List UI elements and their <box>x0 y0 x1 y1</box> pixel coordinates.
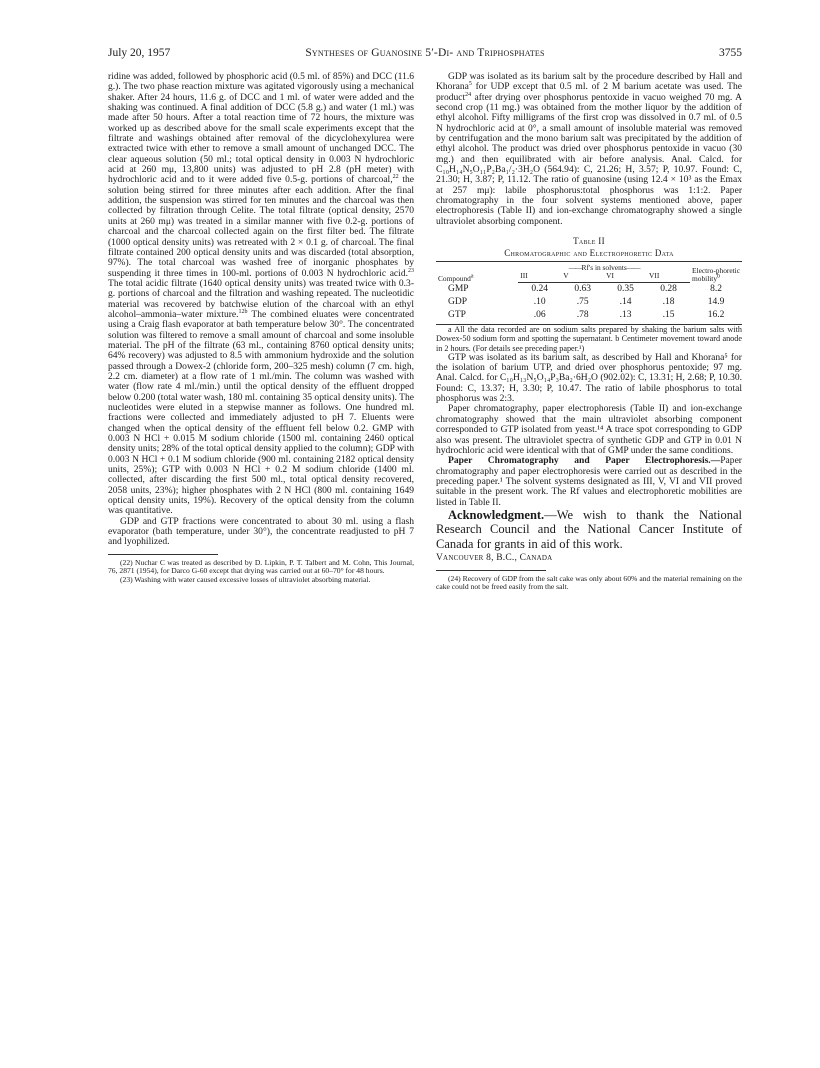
page-number: 3755 <box>719 47 742 59</box>
footnote-ref-23: 23 <box>408 267 414 274</box>
rf-header: ——Rf's in solvents—— <box>518 262 690 273</box>
footnote-divider <box>108 554 218 555</box>
right-paragraph-3: Paper chromatography, paper electrophoresis (Table II) and ion-exchange chromatography showed that the main ultraviolet absorbing component corresponded to GTP isolated from yeast.¹⁴ A trace spot corresponding to GDP also was present. The ultraviolet spectra of synthetic GDP and GTP in 0.01 N hydrochloric acid were identical with that of GMP under the same conditions. <box>436 403 742 456</box>
header-date: July 20, 1957 <box>108 47 171 59</box>
left-paragraph-1: ridine was added, followed by phosphoric acid (0.5 ml. of 85%) and DCC (11.6 g.). The two phase reaction mixture was agitated vigorously using a mechanical shaker. After 24 hours, 11.6 g. of DCC and 1 ml. of water were added and the shaking was continued. A final addition of DCC (5.8 g.) and water (1 ml.) was made after 50 hours. After a total reaction time of 72 hours, the mixture was worked up as described above for the small scale experiments except that the filtrate and washings obtained after removal of the dicyclohexylurea were extracted twice with ether to remove a small amount of unchanged DCC. The clear aqueous solution (50 ml.; total optical density in 0.003 N hydrochloric acid at 260 mμ, 13,800 units) was adjusted to pH 2.8 (pH meter) with hydrochloric acid and to it were added five 0.5-g. portions of charcoal,$^{22}$ the solution being stirred for three minutes after each addition. After the final addition, the suspension was stirred for ten minutes and the charcoal was then collected by filtration through Celite. The total filtrate (optical density, 2570 units at 260 mμ) was treated in a similar manner with five 0.2-g. portions of charcoal and the charcoal collected again on the first filter bed. The filtrate (1000 optical density units) was retreated with 2 × 0.1 g. of charcoal. The final filtrate contained 200 optical density units and was discarded (total absorption, 97%). The total charcoal was washed free of inorganic phosphates by suspending it three times in 100-ml. portions of 0.003 N hydrochloric acid.$^{23}$ The total acidic filtrate (1640 optical density units) was treated twice with 0.3-g. portions of charcoal and the filtration and washing repeated. The nucleotidic material was recovered by batchwise elution of the charcoal with an ethyl alcohol–ammonia–water mixture.$^{12b}$ The combined eluates were concentrated using a Craig flash evaporator at bath temperature below 30°. The concentrated solution was filtered to remove a small amount of charcoal and some insoluble material. The pH of the filtrate (63 ml., containing 8760 optical density units; 64% recovery) was adjusted to 8.5 with ammonium hydroxide and the solution passed through a Dowex-2 (chloride form, 200–325 mesh) column (7 cm. high, 2.2 cm. diameter) at a flow rate of 1 ml./min. The column was washed with water (flow rate 4 ml./min.) until the optical density of the effluent dropped below 0.200 (total water wash, 180 ml. containing 35 optical density units). The nucleotides were eluted in a stepwise manner as follows. One hundred ml. fractions were collected and immediately adjusted to pH 7. Eluents were changed when the optical density of the effluent fell below 0.2. GMP with 0.003 N HCl + 0.015 M sodium chloride (1500 ml. containing 2460 optical density units; 28% of the total optical density applied to the column); GDP with 0.003 N HCl + 0.1 M sodium chloride (900 ml. containing 2182 optical density units, 25%); GTP with 0.003 N HCl + 0.2 M sodium chloride (1400 ml. collected, after discarding the first 500 ml., total optical density recovered, 2058 units, 23%); higher phosphates with 2 N HCl (800 ml. containing 1649 optical density units, 19%). Recovery of the optical density from the column was quantitative. <box>108 71 414 517</box>
table-row: GTP .06 .78 .13 .15 16.2 <box>436 309 742 325</box>
col-solvent-vi: VI <box>604 272 647 283</box>
col-solvent-vii: VII <box>647 272 690 283</box>
table-row: GDP .10 .75 .14 .18 14.9 <box>448 297 725 308</box>
footnote-24: (24) Recovery of GDP from the salt cake was only about 60% and the material remaining on the cake could not be freed easily from the salt. <box>436 573 742 592</box>
col-compound: Compound$^a$ <box>436 262 518 283</box>
table-title: Chromatographic and Electrophoretic Data <box>504 248 674 259</box>
footnote-divider-right <box>436 570 546 571</box>
left-paragraph-2: GDP and GTP fractions were concentrated to about 30 ml. using a flash evaporator (bath temperature, under 30°), the concentrate readjusted to pH 7 and lyophilized. <box>108 515 414 548</box>
footnote-23: (23) Washing with water caused excessive losses of ultraviolet absorbing material. <box>120 575 371 584</box>
footnote-ref-22: 22 <box>392 174 399 181</box>
footnote-ref-12b: 12b <box>238 308 248 315</box>
table-caption <box>436 235 742 259</box>
col-solvent-iii: III <box>518 272 561 283</box>
right-paragraph-2: GTP was isolated as its barium salt, as described by Hall and Khorana⁵ for the isolation of barium UTP, and dried over phosphorus pentoxide; 97 mg. Anal. Calcd. for C₁₀H₁₃N₅O₁₄P₃Ba₂·6H₂O (902.02): C, 13.31; H, 2.68; P, 10.30. Found: C, 13.37; H, 3.30; P, 10.47. The ratio of labile phosphorus to total phosphorus was 2:3. <box>436 351 742 405</box>
col-mobility: Electro-phoretic mobility$^b$ <box>690 262 742 283</box>
footnote-22: (22) Nuchar C was treated as described by D. Lipkin, P. T. Talbert and M. Cohn, This Journal, 76, 2871 (1954), for Darco G-60 except that drying was carried out at 60–70° for 48 hours. <box>108 557 414 576</box>
data-table <box>436 261 742 325</box>
right-paragraph-1: GDP was isolated as its barium salt by the procedure described by Hall and Khorana$^5$ for UDP except that 0.5 ml. of 2 M barium acetate was used. The product$^{24}$ after drying over phosphorus pentoxide in vacuo weighed 70 mg. A second crop (11 mg.) was obtained from the mother liquor by the addition of ethyl alcohol. Fifty milligrams of the first crop was dissolved in 0.7 ml. of 0.5 N hydrochloric acid at 0°, a small amount of insoluble material was removed by centrifugation and the mono barium salt was precipitated by the addition of ethyl alcohol. The product was dried over phosphorus pentoxide in vacuo (30 mg.) and then equilibrated with air before analysis. Anal. Calcd. for C₁₀H₁₄N₅O₁₁P₂Ba₁/₂·3H₂O (564.94): C, 21.26; H, 3.57; P, 10.97. Found: C, 21.30; H, 3.87; P, 11.12. The ratio of guanosine (using 12.4 × 10³ as the Emax at 257 mμ): labile phosphorus:total phosphorus was 1:1:2. Paper chromatography in the four solvent systems mentioned above, paper electrophoresis (Table II) and ion-exchange chromatography showed a single ultraviolet absorbing component. <box>436 71 742 227</box>
running-header <box>108 47 742 63</box>
acknowledgment: Acknowledgment.—We wish to thank the National Research Council and the National Cancer Institute of Canada for grants in aid of this work. <box>436 507 742 551</box>
header-title: Syntheses of Guanosine 5′-Di- and Triphosphates <box>305 47 545 59</box>
table-notes: a All the data recorded are on sodium salts prepared by shaking the barium salts with Dowex-50 sodium form and spotting the supernatant. b Centimeter movement toward anode in 2 hours. (For details see preceding paper.¹) <box>436 325 742 353</box>
right-column <box>436 72 742 592</box>
left-column <box>108 72 414 585</box>
author-address: Vancouver 8, B.C., Canada <box>436 553 553 564</box>
table-number: Table II <box>573 236 605 247</box>
right-paragraph-4: Paper Chromatography and Paper Electrophoresis.—Paper chromatography and paper electrophoresis were carried out as described in the preceding paper.¹ The solvent systems designated as III, V, VI and VII proved suitable in the present work. The Rf values and electrophoretic mobilities are listed in Table II. <box>436 455 742 508</box>
col-solvent-v: V <box>561 272 604 283</box>
table-row: GMP 0.24 0.63 0.35 0.28 8.2 <box>448 283 722 295</box>
